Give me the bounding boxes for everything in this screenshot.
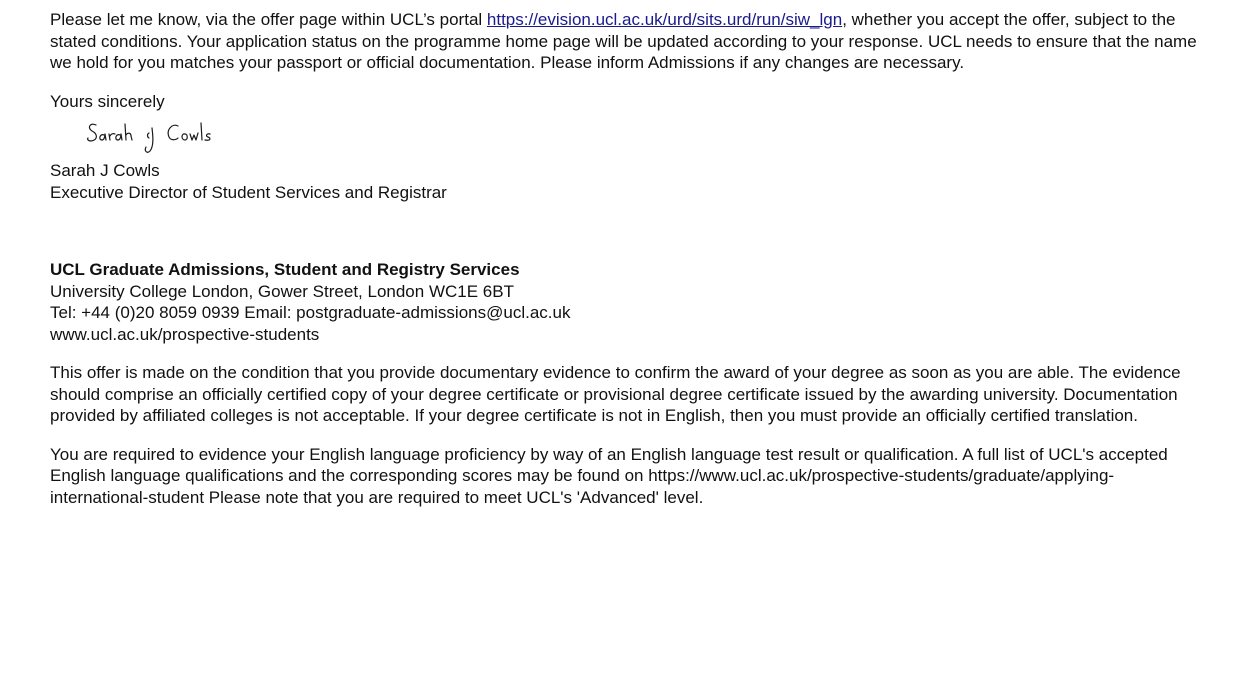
degree-condition-paragraph: This offer is made on the condition that you provide documentary evidence to confirm the award of your degree as soon as you are able. The evidence should comprise an officially certified copy of your degree certificate or provisional degree certificate issued by the awarding university. Documentation provided by affiliated colleges is not acceptable. If your degree certificate is not in English, then you must provide an officially certified translation. [50,363,1181,425]
handwritten-signature [86,118,1200,158]
website: www.ucl.ac.uk/prospective-students [50,324,320,344]
organisation-name: UCL Graduate Admissions, Student and Registry Services [50,260,520,279]
contact-block [50,259,1200,345]
acceptance-paragraph [50,9,1200,74]
signatory-title: Executive Director of Student Services and Registrar [50,182,447,202]
closing-salutation: Yours sincerely [50,91,165,111]
phone-email: Tel: +44 (0)20 8059 0939 Email: postgraduate-admissions@ucl.ac.uk [50,303,571,322]
signature-icon [86,118,226,158]
postal-address: University College London, Gower Street, London WC1E 6BT [50,281,514,301]
signatory-block [50,160,1200,203]
acceptance-text-before: Please let me know, via the offer page within UCL’s portal [50,10,487,29]
signatory-name: Sarah J Cowls [50,161,160,180]
letter-page [50,9,1200,508]
acceptance-text-after: , whether you accept the offer, subject to the stated conditions. Your application status on the programme home page will be updated according to your response. UCL needs to ensure that the name we hold for you matches your passport or official documentation. Please inform Admissions if any changes are necessary. [50,10,1197,72]
english-condition-paragraph: You are required to evidence your English language proficiency by way of an English language test result or qualification. A full list of UCL's accepted English language qualifications and the corresponding scores may be found on https://www.ucl.ac.uk/prospective-students/graduate/applying-international-student Please note that you are required to meet UCL's 'Advanced' level. [50,444,1168,507]
portal-link[interactable]: https://evision.ucl.ac.uk/urd/sits.urd/run/siw_lgn [486,10,843,29]
